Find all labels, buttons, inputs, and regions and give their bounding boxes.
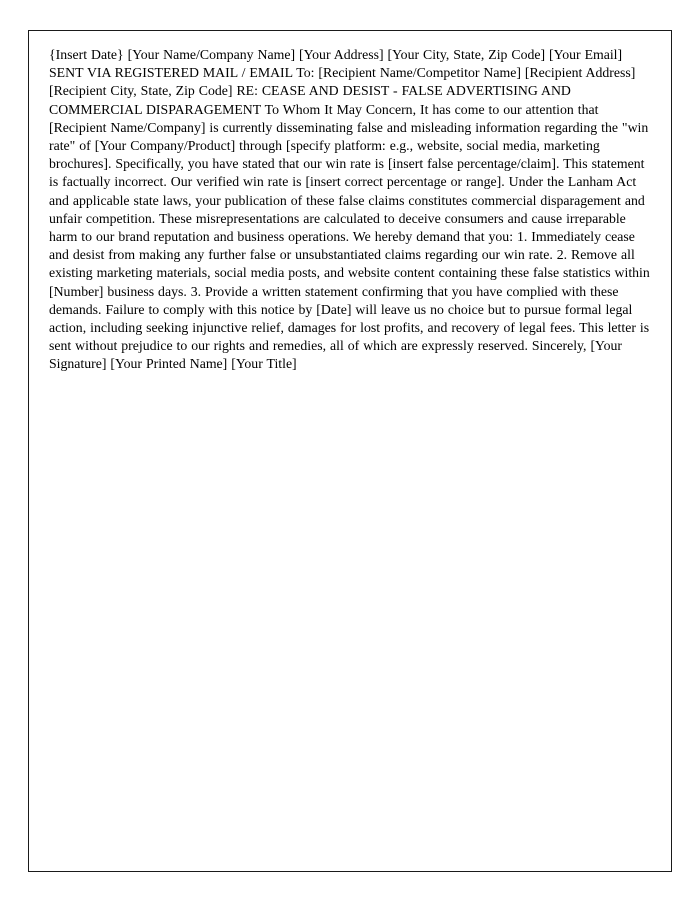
letter-body: {Insert Date} [Your Name/Company Name] [Your Address] [Your City, State, Zip Code] [Your Email] SENT VIA REGISTERED MAIL / EMAIL To: [Recipient Name/Competitor Name] [Recipient Address] [Recipient City, State, Zip Code] RE: CEASE AND DESIST - FALSE ADVERTISING AND COMMERCIAL DISPARAGEMENT To Whom It May Concern, It has come to our attention that [Recipient Name/Company] is currently disseminating false and misleading information regarding the "win rate" of [Your Company/Product] through [specify platform: e.g., website, social media, marketing brochures]. Specifically, you have stated that our win rate is [insert false percentage/claim]. This statement is factually incorrect. Our verified win rate is [insert correct percentage or range]. Under the Lanham Act and applicable state laws, your publication of these false claims constitutes commercial disparagement and unfair competition. These misrepresentations are calculated to deceive consumers and cause irreparable harm to our brand reputation and business operations. We hereby demand that you: 1. Immediately cease and desist from making any further false or unsubstantiated claims regarding our win rate. 2. Remove all existing marketing materials, social media posts, and website content containing these false statistics within [Number] business days. 3. Provide a written statement confirming that you have complied with these demands. Failure to comply with this notice by [Date] will leave us no choice but to pursue formal legal action, including seeking injunctive relief, damages for lost profits, and recovery of legal fees. This letter is sent without prejudice to our rights and remedies, all of which are expressly reserved. Sincerely, [Your Signature] [Your Printed Name] [Your Title]	[49, 47, 650, 372]
document-page	[28, 30, 672, 872]
